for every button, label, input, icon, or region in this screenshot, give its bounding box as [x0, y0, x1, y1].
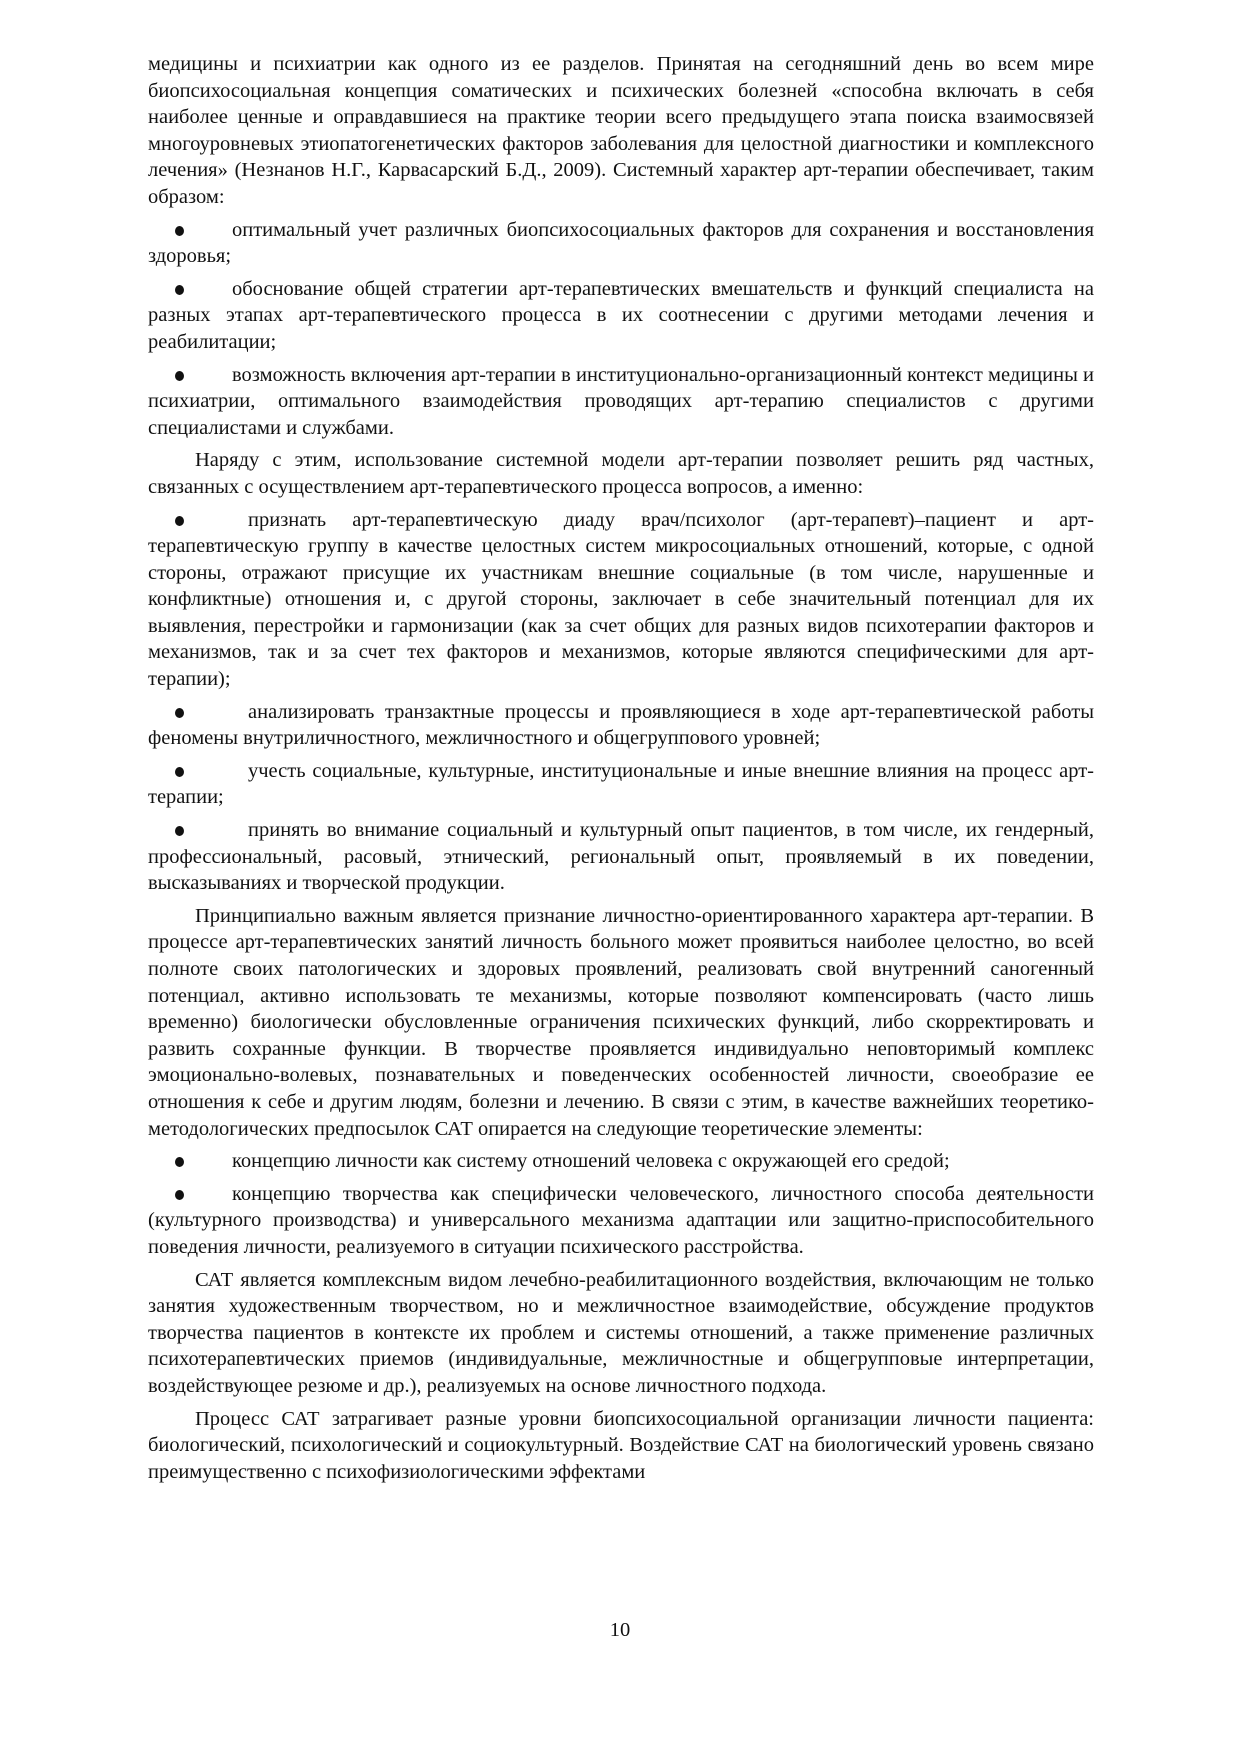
bullet-icon: [175, 371, 184, 381]
list-theoretical-elements: [148, 1148, 1094, 1260]
bullet-icon: [175, 226, 184, 236]
paragraph-system-model: Наряду с этим, использование системной модели арт-терапии позволяет решить ряд частных, связанных с осуществлением арт-терапевтического процесса вопросов, а именно:: [148, 449, 1094, 498]
page-number: 10: [609, 1619, 631, 1641]
bullet-icon: [175, 516, 184, 526]
list-item: анализировать транзактные процессы и проявляющиеся в ходе арт-терапевтической работы феномены внутриличностного, межличностного и общегруппового уровней;: [148, 700, 1094, 750]
list-system-benefits: [148, 217, 1094, 442]
paragraph-sat-complex: САТ является комплексным видом лечебно-реабилитационного воздействия, включающим не только занятия художественным творчеством, но и межличностное взаимодействие, обсуждение продуктов творчества пациентов в контексте их проблем и системы отношений, а также применение различных психотерапевтических приемов (индивидуальные, межличностные и общегрупповые интерпретации, воздействующее резюме и др.), реализуемых на основе личностного подхода.: [148, 1268, 1094, 1397]
intro-paragraph: медицины и психиатрии как одного из ее разделов. Принятая на сегодняшний день во всем мире биопсихосоциальная концепция соматических и психических болезней «способна включать в себя наиболее ценные и оправдавшиеся на практике теории всего предыдущего этапа поиска взаимосвязей многоуровневых этиопатогенетических факторов заболевания для целостной диагностики и комплексного лечения» (Незнанов Н.Г., Карвасарский Б.Д., 2009). Системный характер арт-терапии обеспечивает, таким образом:: [148, 53, 1094, 208]
paragraph-personality-oriented: Принципиально важным является признание личностно-ориентированного характера арт-терапии. В процессе арт-терапевтических занятий личность больного может проявиться наиболее целостно, во всей полноте своих патологических и здоровых проявлений, реализовать свой внутренний саногенный потенциал, активно использовать те механизмы, которые позволяют компенсировать (часто лишь временно) биологически обусловленные ограничения психических функций, либо скорректировать и развить сохранные функции. В творчестве проявляется индивидуально неповторимый комплекс эмоционально-волевых, познавательных и поведенческих особенностей личности, своеобразие ее отношения к себе и другим людям, болезни и лечению. В связи с этим, в качестве важнейших теоретико-методологических предпосылок САТ опирается на следующие теоретические элементы:: [148, 904, 1094, 1140]
list-item: обоснование общей стратегии арт-терапевтических вмешательств и функций специалиста на разных этапах арт-терапевтического процесса в их соотнесении с другими методами лечения и реабилитации;: [148, 277, 1094, 353]
list-item: возможность включения арт-терапии в институционально-организационный контекст медицины и психиатрии, оптимального взаимодействия проводящих арт-терапию специалистов с другими специалистами и службами.: [148, 363, 1094, 439]
list-item: принять во внимание социальный и культурный опыт пациентов, в том числе, их гендерный, профессиональный, расовый, этнический, региональный опыт, проявляемый в их поведении, высказываниях и творческой продукции.: [148, 819, 1094, 895]
list-specific-questions: [148, 507, 1094, 897]
bullet-icon: [175, 767, 184, 777]
paragraph-sat-process: Процесс САТ затрагивает разные уровни биопсихосоциальной организации личности пациента: биологический, психологический и социокультурный. Воздействие САТ на биологический уровень связано преимущественно с психофизиологическими эффектами: [148, 1407, 1094, 1483]
list-item: концепцию творчества как специфически человеческого, личностного способа деятельности (культурного производства) и универсального механизма адаптации или защитно-приспособительного поведения личности, реализуемого в ситуации психического расстройства.: [148, 1182, 1094, 1258]
list-item: признать арт-терапевтическую диаду врач/психолог (арт-терапевт)–пациент и арт-терапевтическую группу в качестве целостных систем микросоциальных отношений, которые, с одной стороны, отражают присущие их участникам внешние социальные (в том числе, нарушенные и конфликтные) отношения и, с другой стороны, заключает в себе значительный потенциал для их выявления, перестройки и гармонизации (как за счет общих для разных видов психотерапии факторов и механизмов, так и за счет тех факторов и механизмов, которые являются специфическими для арт-терапии);: [148, 508, 1094, 691]
list-item: концепцию личности как систему отношений человека с окружающей его средой;: [148, 1148, 1094, 1175]
list-item: учесть социальные, культурные, институциональные и иные внешние влияния на процесс арт-терапии;: [148, 759, 1094, 809]
list-item: оптимальный учет различных биопсихосоциальных факторов для сохранения и восстановления здоровья;: [148, 218, 1094, 268]
bullet-icon: [175, 285, 184, 295]
bullet-icon: [175, 1190, 184, 1200]
bullet-icon: [175, 826, 184, 836]
bullet-icon: [175, 1157, 184, 1167]
bullet-icon: [175, 708, 184, 718]
document-page: [148, 51, 1094, 1485]
